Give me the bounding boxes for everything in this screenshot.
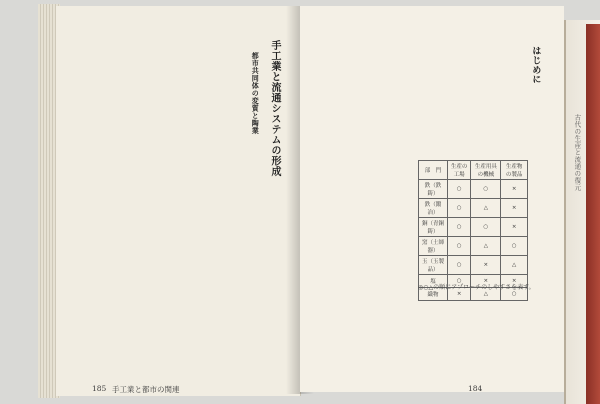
table-header-cell: 生産用具の機械: [471, 161, 501, 180]
table-cell: ×: [501, 275, 528, 288]
table-cell: △: [471, 237, 501, 256]
table-cell: ○: [447, 180, 470, 199]
cover-spine-title: 古代の生産と流通の復元: [573, 114, 582, 191]
table-cell: △: [501, 256, 528, 275]
production-table: [418, 160, 528, 301]
table-caption: ◎○△の順にアプローチのしやすさを表す。: [418, 284, 535, 291]
table-cell: 塩: [419, 275, 448, 288]
table-cell: ×: [471, 275, 501, 288]
table-cell: 銅（青銅鋳）: [419, 218, 448, 237]
table-cell: 鉄（鉄鋳）: [419, 180, 448, 199]
cover-red-band: [586, 24, 600, 404]
table-cell: 織物: [419, 288, 448, 301]
table-cell: 窯（土師器）: [419, 237, 448, 256]
table-cell: ○: [501, 237, 528, 256]
table-cell: 鉄（鍛冶）: [419, 199, 448, 218]
table-cell: ○: [471, 218, 501, 237]
table-cell: 玉（玉製品）: [419, 256, 448, 275]
table-row: [419, 256, 528, 275]
table-cell: ○: [471, 180, 501, 199]
table-cell: ○: [447, 256, 470, 275]
chapter-heading: 手工業と流通システムの形成: [269, 40, 280, 177]
table-cell: △: [471, 199, 501, 218]
table-row: [419, 218, 528, 237]
table-cell: ○: [447, 199, 470, 218]
table-cell: △: [471, 288, 501, 301]
table-cell: ○: [501, 288, 528, 301]
table-row: [419, 180, 528, 199]
table-cell: ×: [447, 288, 470, 301]
table-header-cell: 生産物の製品: [501, 161, 528, 180]
table-header-row: [419, 161, 528, 180]
left-running-head: 手工業と都市の関連: [112, 385, 180, 394]
table-cell: ×: [501, 218, 528, 237]
left-page: [56, 6, 301, 396]
right-page-number: 184: [468, 384, 483, 393]
left-page-number: 185: [92, 384, 107, 393]
table-cell: ○: [447, 237, 470, 256]
table-cell: ○: [447, 218, 470, 237]
section-heading: 都市共同体の変質と陶業: [251, 52, 261, 135]
table-row: [419, 199, 528, 218]
table-cell: ×: [501, 199, 528, 218]
table-cell: ○: [447, 275, 470, 288]
table-row: [419, 237, 528, 256]
table-cell: ×: [501, 180, 528, 199]
right-heading: はじめに: [530, 46, 541, 84]
table-header-cell: 生産の工場: [447, 161, 470, 180]
table-header-cell: 部 門: [419, 161, 448, 180]
table-cell: ×: [471, 256, 501, 275]
